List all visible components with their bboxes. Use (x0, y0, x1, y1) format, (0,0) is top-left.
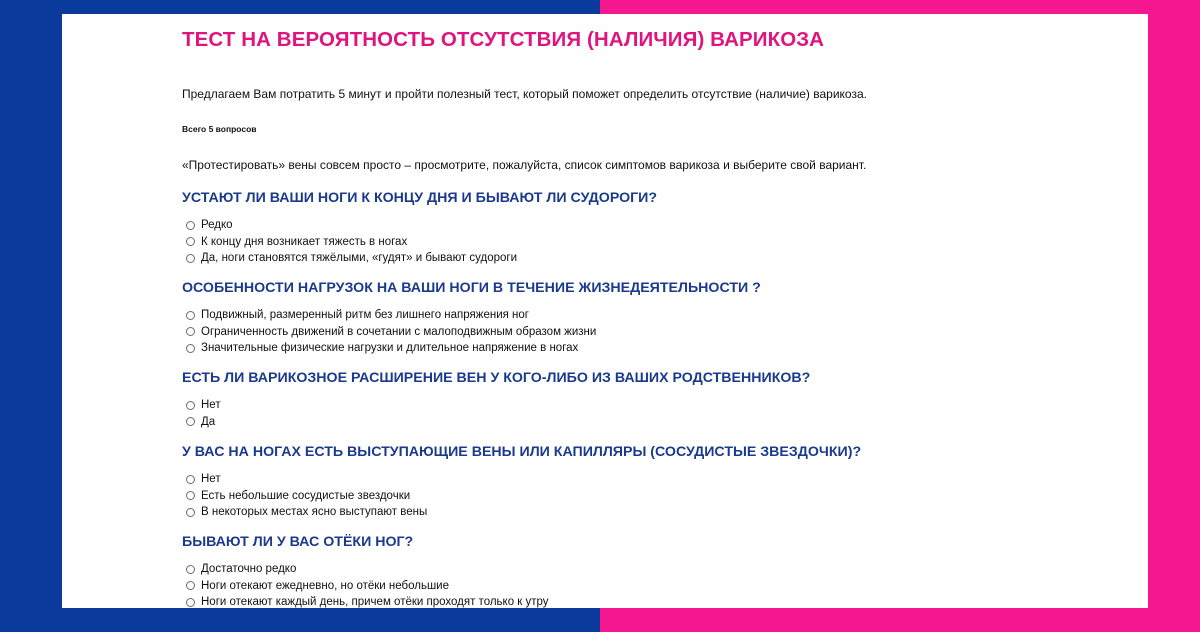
option-label[interactable]: Нет (201, 473, 221, 486)
option-label[interactable]: Ограниченность движений в сочетании с малоподвижным образом жизни (201, 325, 597, 338)
intro-text: Предлагаем Вам потратить 5 минут и пройти полезный тест, который поможет определить отсутствие (наличие) варикоза. (182, 87, 867, 101)
options-list (186, 307, 1082, 357)
answer-option[interactable] (186, 578, 1082, 595)
radio-button[interactable] (186, 598, 195, 607)
instruction-text: «Протестировать» вены совсем просто – просмотрите, пожалуйста, список симптомов варикоза и выберите свой вариант. (182, 158, 867, 172)
answer-option[interactable] (186, 594, 1082, 611)
question-title: ОСОБЕННОСТИ НАГРУЗОК НА ВАШИ НОГИ В ТЕЧЕНИЕ ЖИЗНЕДЕЯТЕЛЬНОСТИ ? (182, 280, 761, 296)
radio-button[interactable] (186, 508, 195, 517)
radio-button[interactable] (186, 581, 195, 590)
radio-button[interactable] (186, 327, 195, 336)
option-label[interactable]: Подвижный, размеренный ритм без лишнего напряжения ног (201, 309, 529, 322)
question-title: У ВАС НА НОГАХ ЕСТЬ ВЫСТУПАЮЩИЕ ВЕНЫ ИЛИ КАПИЛЛЯРЫ (СОСУДИСТЫЕ ЗВЕЗДОЧКИ)? (182, 444, 862, 460)
option-label[interactable]: Нет (201, 399, 221, 412)
option-label[interactable]: Значительные физические нагрузки и длительное напряжение в ногах (201, 342, 579, 355)
option-label[interactable]: Достаточно редко (201, 563, 297, 576)
radio-button[interactable] (186, 565, 195, 574)
page-title: ТЕСТ НА ВЕРОЯТНОСТЬ ОТСУТСТВИЯ (НАЛИЧИЯ) ВАРИКОЗА (182, 28, 825, 51)
answer-option[interactable] (186, 307, 1082, 324)
options-list (186, 217, 1082, 267)
options-list (186, 397, 1082, 430)
radio-button[interactable] (186, 237, 195, 246)
answer-option[interactable] (186, 414, 1082, 431)
question-title: ЕСТЬ ЛИ ВАРИКОЗНОЕ РАСШИРЕНИЕ ВЕН У КОГО-ЛИБО ИЗ ВАШИХ РОДСТВЕННИКОВ? (182, 370, 811, 386)
option-label[interactable]: Ноги отекают каждый день, причем отёки проходят только к утру (201, 596, 549, 609)
answer-option[interactable] (186, 471, 1082, 488)
answer-option[interactable] (186, 340, 1082, 357)
test-card (62, 14, 1148, 608)
radio-button[interactable] (186, 491, 195, 500)
radio-button[interactable] (186, 401, 195, 410)
radio-button[interactable] (186, 311, 195, 320)
answer-option[interactable] (186, 504, 1082, 521)
option-label[interactable]: К концу дня возникает тяжесть в ногах (201, 235, 408, 248)
radio-button[interactable] (186, 417, 195, 426)
options-list (186, 561, 1082, 611)
option-label[interactable]: Редко (201, 219, 233, 232)
question-title: УСТАЮТ ЛИ ВАШИ НОГИ К КОНЦУ ДНЯ И БЫВАЮТ ЛИ СУДОРОГИ? (182, 190, 658, 206)
question-title: БЫВАЮТ ЛИ У ВАС ОТЁКИ НОГ? (182, 534, 414, 550)
question-count: Всего 5 вопросов (182, 124, 257, 134)
option-label[interactable]: В некоторых местах ясно выступают вены (201, 506, 428, 519)
option-label[interactable]: Ноги отекают ежедневно, но отёки небольшие (201, 579, 450, 592)
question-3 (182, 369, 1082, 430)
option-label[interactable]: Есть небольшие сосудистые звездочки (201, 489, 411, 502)
radio-button[interactable] (186, 344, 195, 353)
question-4 (182, 443, 1082, 521)
question-5 (182, 533, 1082, 611)
answer-option[interactable] (186, 488, 1082, 505)
option-label[interactable]: Да (201, 415, 216, 428)
answer-option[interactable] (186, 397, 1082, 414)
test-content (182, 28, 1082, 609)
question-1 (182, 189, 1082, 267)
options-list (186, 471, 1082, 521)
answer-option[interactable] (186, 324, 1082, 341)
answer-option[interactable] (186, 234, 1082, 251)
radio-button[interactable] (186, 254, 195, 263)
radio-button[interactable] (186, 221, 195, 230)
answer-option[interactable] (186, 217, 1082, 234)
radio-button[interactable] (186, 475, 195, 484)
answer-option[interactable] (186, 250, 1082, 267)
question-2 (182, 279, 1082, 357)
option-label[interactable]: Да, ноги становятся тяжёлыми, «гудят» и бывают судороги (201, 252, 518, 265)
answer-option[interactable] (186, 561, 1082, 578)
